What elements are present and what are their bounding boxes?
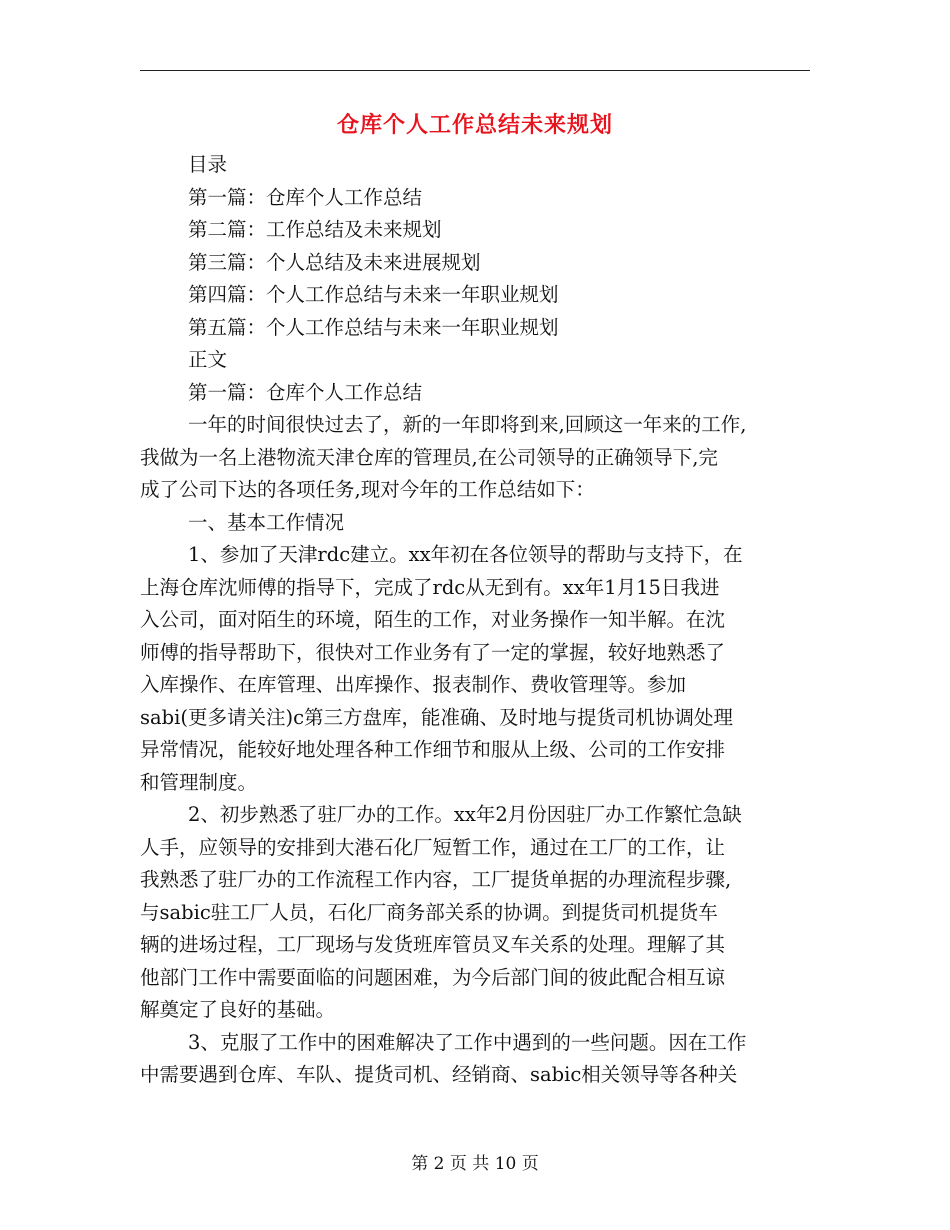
- paragraph-line: 师傅的指导帮助下，很快对工作业务有了一定的掌握，较好地熟悉了: [140, 640, 726, 664]
- paragraph-line: 3、克服了工作中的困难解决了工作中遇到的一些问题。因在工作: [188, 1030, 747, 1054]
- paragraph-line: 我熟悉了驻厂办的工作流程工作内容，工厂提货单据的办理流程步骤,: [140, 868, 732, 891]
- toc-item: 第五篇：个人工作总结与未来一年职业规划: [188, 315, 559, 339]
- body-heading: 正文: [188, 348, 228, 371]
- intro-line: 我做为一名上港物流天津仓库的管理员,在公司领导的正确领导下,完: [140, 445, 718, 469]
- document-body: [140, 149, 810, 1092]
- paragraph-line: 和管理制度。: [140, 770, 258, 794]
- chapter-heading: 第一篇：仓库个人工作总结: [188, 380, 423, 404]
- section-heading: 一、基本工作情况: [188, 510, 345, 534]
- intro-line: 成了公司下达的各项任务,现对今年的工作总结如下：: [140, 478, 595, 501]
- toc-item: 第四篇：个人工作总结与未来一年职业规划: [188, 283, 559, 306]
- paragraph-line: 入库操作、在库管理、出库操作、报表制作、费收管理等。参加: [140, 673, 687, 696]
- paragraph-line: 解奠定了良好的基础。: [140, 998, 336, 1021]
- intro-line: 一年的时间很快过去了，新的一年即将到来,回顾这一年来的工作,: [188, 413, 747, 436]
- toc-item: 第一篇：仓库个人工作总结: [188, 185, 423, 209]
- paragraph-line: 异常情况，能较好地处理各种工作细节和服从上级、公司的工作安排: [140, 738, 726, 761]
- paragraph-line: 1、参加了天津rdc建立。xx年初在各位领导的帮助与支持下，在: [188, 543, 743, 566]
- header-rule: [140, 70, 810, 71]
- paragraph-line: 入公司，面对陌生的环境，陌生的工作，对业务操作一知半解。在沈: [140, 608, 726, 631]
- paragraph-line: 辆的进场过程，工厂现场与发货班库管员叉车关系的处理。理解了其: [140, 933, 726, 956]
- paragraph-line: sabi(更多请关注)c第三方盘库，能准确、及时地与提货司机协调处理: [140, 705, 733, 729]
- paragraph-line: 与sabic驻工厂人员，石化厂商务部关系的协调。到提货司机提货车: [140, 900, 718, 924]
- paragraph-line: 中需要遇到仓库、车队、提货司机、经销商、sabic相关领导等各种关: [140, 1063, 738, 1086]
- paragraph-line: 2、初步熟悉了驻厂办的工作。xx年2月份因驻厂办工作繁忙急缺: [188, 803, 742, 826]
- toc-item: 第三篇：个人总结及未来进展规划: [188, 250, 481, 274]
- toc-heading: 目录: [188, 153, 228, 176]
- paragraph-line: 上海仓库沈师傅的指导下，完成了rdc从无到有。xx年1月15日我进: [140, 575, 720, 599]
- page-footer: 第 2 页 共 10 页: [411, 1154, 539, 1174]
- paragraph-line: 人手，应领导的安排到大港石化厂短暂工作，通过在工厂的工作，让: [140, 835, 726, 859]
- toc-item: 第二篇：工作总结及未来规划: [188, 218, 442, 241]
- document-title: 仓库个人工作总结未来规划: [336, 113, 613, 138]
- paragraph-line: 他部门工作中需要面临的问题困难，为今后部门间的彼此配合相互谅: [140, 965, 726, 989]
